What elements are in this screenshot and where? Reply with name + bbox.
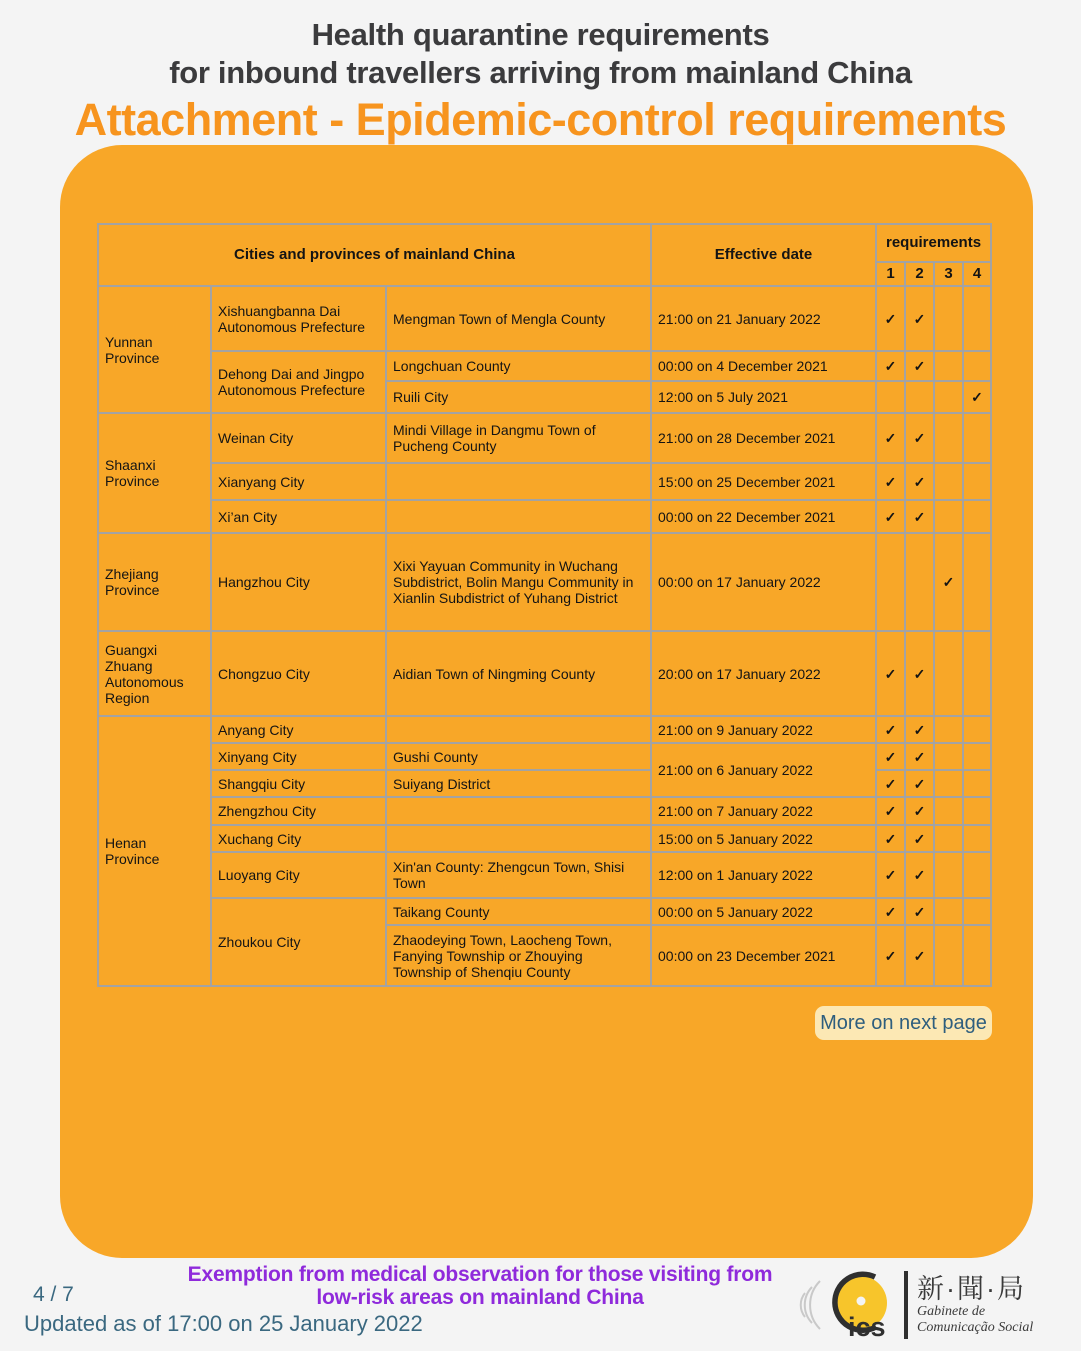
table-row [98, 463, 991, 500]
city-cell: Anyang City [211, 716, 386, 743]
gcs-logo [796, 1264, 1033, 1346]
date-cell: 12:00 on 5 July 2021 [651, 381, 876, 413]
date-cell: 15:00 on 5 January 2022 [651, 825, 876, 852]
page-title-line1: Health quarantine requirements [311, 17, 770, 52]
req-cell [963, 925, 991, 986]
area-cell [386, 797, 651, 825]
req-cell [876, 381, 905, 413]
date-cell: 00:00 on 17 January 2022 [651, 533, 876, 631]
exemption-note-line2: low-risk areas on mainland China [316, 1286, 644, 1309]
area-cell: Longchuan County [386, 351, 651, 381]
req-cell [963, 533, 991, 631]
req-cell [963, 743, 991, 770]
area-cell [386, 500, 651, 533]
city-cell: Zhengzhou City [211, 797, 386, 825]
table-row [98, 351, 991, 381]
city-cell: Xianyang City [211, 463, 386, 500]
req-cell: ✓ [876, 743, 905, 770]
req-cell: ✓ [876, 825, 905, 852]
area-cell: Xixi Yayuan Community in Wuchang Subdistrict, Bolin Mangu Community in Xianlin Subdistrict of Yuhang District [386, 533, 651, 631]
date-cell: 21:00 on 28 December 2021 [651, 413, 876, 463]
area-cell: Aidian Town of Ningming County [386, 631, 651, 716]
req-cell: ✓ [905, 286, 934, 351]
req-cell: ✓ [876, 797, 905, 825]
city-cell: Hangzhou City [211, 533, 386, 631]
city-cell: Shangqiu City [211, 770, 386, 797]
req-cell [934, 797, 963, 825]
province-cell: Shaanxi Province [98, 413, 211, 533]
table-row [98, 825, 991, 852]
req-cell: ✓ [963, 381, 991, 413]
area-cell: Taikang County [386, 898, 651, 925]
req-cell [934, 825, 963, 852]
table-row [98, 716, 991, 743]
province-cell: Henan Province [98, 716, 211, 986]
req-cell: ✓ [905, 925, 934, 986]
date-cell: 00:00 on 4 December 2021 [651, 351, 876, 381]
req-col-header-2: 2 [905, 262, 934, 286]
req-cell: ✓ [934, 533, 963, 631]
req-cell: ✓ [905, 351, 934, 381]
req-cell [934, 898, 963, 925]
req-cell [934, 381, 963, 413]
content-panel [60, 145, 1033, 1258]
logo-pt-line2: Comunicação Social [917, 1320, 1034, 1335]
req-cell: ✓ [876, 770, 905, 797]
area-cell: Mengman Town of Mengla County [386, 286, 651, 351]
req-cell: ✓ [905, 770, 934, 797]
province-cell: Yunnan Province [98, 286, 211, 413]
area-cell: Xin'an County: Zhengcun Town, Shisi Town [386, 852, 651, 898]
req-cell [963, 716, 991, 743]
req-cell [963, 770, 991, 797]
area-cell: Gushi County [386, 743, 651, 770]
req-cell [963, 463, 991, 500]
req-cell: ✓ [876, 925, 905, 986]
table-row [98, 797, 991, 825]
table-wrap [97, 223, 992, 987]
col-header-effective-date: Effective date [651, 224, 876, 286]
req-col-header-1: 1 [876, 262, 905, 286]
date-cell: 21:00 on 7 January 2022 [651, 797, 876, 825]
table-row [98, 413, 991, 463]
page-header [0, 16, 1081, 144]
logo-initials: ics [848, 1312, 886, 1342]
page-title-line2: for inbound travellers arriving from mainland China [169, 55, 912, 90]
req-cell: ✓ [905, 631, 934, 716]
req-cell [934, 716, 963, 743]
req-col-header-3: 3 [934, 262, 963, 286]
table-row [98, 500, 991, 533]
req-cell: ✓ [876, 716, 905, 743]
city-cell: Xinyang City [211, 743, 386, 770]
req-cell: ✓ [905, 716, 934, 743]
area-cell: Zhaodeying Town, Laocheng Town, Fanying Township or Zhouying Township of Shenqiu County [386, 925, 651, 986]
req-cell [963, 413, 991, 463]
area-cell [386, 716, 651, 743]
req-cell: ✓ [876, 852, 905, 898]
table-row [98, 898, 991, 925]
req-cell [876, 533, 905, 631]
page-indicator: 4 / 7 [33, 1283, 74, 1306]
area-cell: Ruili City [386, 381, 651, 413]
date-cell: 21:00 on 9 January 2022 [651, 716, 876, 743]
updated-timestamp: Updated as of 17:00 on 25 January 2022 [24, 1311, 423, 1336]
city-cell: Luoyang City [211, 852, 386, 898]
area-cell: Mindi Village in Dangmu Town of Pucheng County [386, 413, 651, 463]
col-header-cities: Cities and provinces of mainland China [98, 224, 651, 286]
req-cell: ✓ [905, 898, 934, 925]
req-col-header-4: 4 [963, 262, 991, 286]
req-cell [905, 533, 934, 631]
logo-divider [904, 1271, 908, 1339]
gcs-logo-icon [796, 1264, 900, 1346]
req-cell: ✓ [876, 463, 905, 500]
table-row [98, 286, 991, 351]
req-cell: ✓ [876, 500, 905, 533]
area-cell [386, 825, 651, 852]
req-cell: ✓ [905, 500, 934, 533]
req-cell [934, 743, 963, 770]
logo-center-dot [857, 1297, 866, 1306]
date-cell: 21:00 on 21 January 2022 [651, 286, 876, 351]
req-cell: ✓ [905, 463, 934, 500]
req-cell: ✓ [905, 797, 934, 825]
city-cell: Chongzuo City [211, 631, 386, 716]
province-cell: Zhejiang Province [98, 533, 211, 631]
city-cell: Weinan City [211, 413, 386, 463]
req-cell [963, 631, 991, 716]
req-cell [934, 852, 963, 898]
area-cell: Suiyang District [386, 770, 651, 797]
area-cell [386, 463, 651, 500]
exemption-note [150, 1263, 810, 1309]
req-cell [934, 286, 963, 351]
req-cell: ✓ [905, 852, 934, 898]
date-cell: 00:00 on 22 December 2021 [651, 500, 876, 533]
date-cell: 20:00 on 17 January 2022 [651, 631, 876, 716]
req-cell [963, 286, 991, 351]
req-cell [934, 351, 963, 381]
date-cell: 12:00 on 1 January 2022 [651, 852, 876, 898]
req-cell: ✓ [876, 898, 905, 925]
more-on-next-page-button[interactable]: More on next page [815, 1006, 992, 1040]
req-cell [934, 413, 963, 463]
req-cell [934, 631, 963, 716]
req-cell: ✓ [876, 351, 905, 381]
req-cell [905, 381, 934, 413]
soundwave-icon [801, 1281, 820, 1329]
province-cell: Guangxi Zhuang Autonomous Region [98, 631, 211, 716]
city-cell: Xishuangbanna Dai Autonomous Prefecture [211, 286, 386, 351]
req-cell: ✓ [876, 286, 905, 351]
exemption-note-line1: Exemption from medical observation for those visiting from [187, 1263, 773, 1286]
city-cell: Xuchang City [211, 825, 386, 852]
req-cell [963, 797, 991, 825]
req-cell: ✓ [876, 631, 905, 716]
req-cell [963, 351, 991, 381]
date-cell: 00:00 on 5 January 2022 [651, 898, 876, 925]
req-cell [963, 500, 991, 533]
date-cell: 00:00 on 23 December 2021 [651, 925, 876, 986]
req-cell [963, 898, 991, 925]
req-cell [934, 463, 963, 500]
city-cell: Xi’an City [211, 500, 386, 533]
req-cell [934, 925, 963, 986]
req-cell: ✓ [905, 825, 934, 852]
req-cell: ✓ [876, 413, 905, 463]
table-row [98, 533, 991, 631]
table-row [98, 743, 991, 770]
col-header-requirements: requirements [876, 224, 991, 262]
city-cell: Zhoukou City [211, 898, 386, 986]
req-cell [963, 825, 991, 852]
page-subtitle: Attachment - Epidemic-control requirements [74, 94, 1007, 145]
date-cell: 15:00 on 25 December 2021 [651, 463, 876, 500]
table-row [98, 852, 991, 898]
logo-text [917, 1274, 1033, 1336]
req-cell [934, 770, 963, 797]
req-cell: ✓ [905, 413, 934, 463]
requirements-table [97, 223, 992, 987]
logo-chinese-name: 新·聞·局 [917, 1274, 1026, 1304]
req-cell: ✓ [905, 743, 934, 770]
city-cell: Dehong Dai and Jingpo Autonomous Prefecture [211, 351, 386, 413]
date-cell: 21:00 on 6 January 2022 [651, 743, 876, 797]
logo-pt-line1: Gabinete de [917, 1304, 986, 1319]
req-cell [963, 852, 991, 898]
req-cell [934, 500, 963, 533]
table-row [98, 631, 991, 716]
table-body [98, 286, 991, 986]
